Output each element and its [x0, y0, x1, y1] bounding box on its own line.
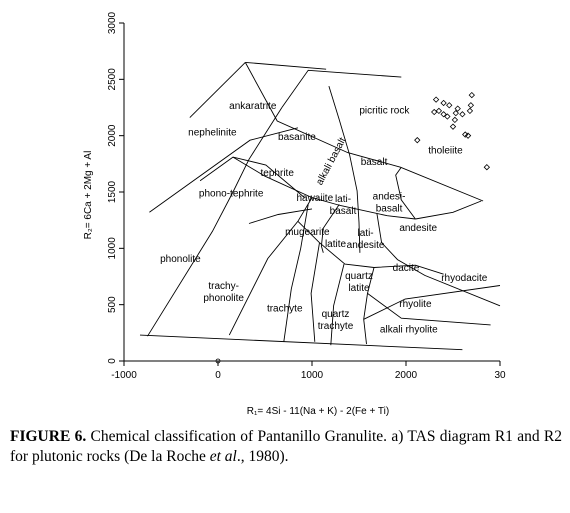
- field-label-alkali-basalt: alkali basalt: [314, 135, 349, 188]
- x-tick-label: 1000: [300, 370, 324, 381]
- field-label-mugearite: mugearite: [285, 226, 330, 238]
- field-label-lati-basalt: lati-basalt: [329, 194, 357, 218]
- field-label-alkali-rhyolite: alkali rhyolite: [379, 324, 438, 336]
- data-point: [469, 93, 474, 98]
- data-point: [484, 165, 489, 170]
- field-label-basalt: basalt: [360, 156, 388, 168]
- caption-etal: et al: [209, 448, 237, 465]
- field-label-rhyolite: rhyolite: [399, 298, 432, 310]
- data-point: [467, 108, 472, 113]
- field-boundary: [284, 204, 308, 341]
- field-label-quartz-latite: quartz latite: [345, 270, 373, 294]
- field-label-dacite: dacite: [392, 262, 420, 274]
- data-point: [450, 124, 455, 129]
- field-label-andesi-basalt: andesi-basalt: [372, 191, 406, 215]
- field-label-picritic-rock: picritic rock: [359, 105, 410, 117]
- y-tick-label: 2500: [107, 68, 118, 91]
- y-tick-label: 500: [107, 296, 118, 314]
- field-boundary: [415, 201, 481, 219]
- x-tick-label: 2000: [394, 370, 418, 381]
- data-point: [432, 109, 437, 114]
- field-boundary: [245, 62, 326, 69]
- y-tick-label: 1500: [107, 180, 118, 204]
- field-label-tephrite: tephrite: [260, 168, 294, 180]
- y-tick-label: 0: [107, 358, 118, 364]
- caption-text: Chemical classification of Pantanillo Granulite. a) TAS diagram R1 and R2 for plutonic rocks (De la Roche: [10, 428, 562, 465]
- data-point: [436, 108, 441, 113]
- field-label-nephelinite: nephelinite: [188, 127, 237, 139]
- y-axis-label: R₂= 6Ca + 2Mg + Al: [83, 150, 94, 240]
- field-label-phono-tephrite: phono-tephrite: [198, 188, 264, 200]
- field-boundaries: [140, 62, 500, 349]
- x-tick-label: 0: [215, 370, 221, 381]
- field-labels: [160, 101, 488, 335]
- field-boundary: [229, 198, 312, 336]
- field-label-tholeiite: tholeiite: [428, 145, 463, 157]
- data-point: [433, 97, 438, 102]
- field-label-trachy-phonolite: trachy-phonolite: [203, 280, 244, 304]
- field-label-phonolite: phonolite: [160, 253, 201, 265]
- field-label-lati-andesite: lati-andesite: [346, 227, 385, 251]
- data-point: [415, 138, 420, 143]
- field-label-quartz-trachyte: quartz trachyte: [317, 309, 354, 333]
- field-label-basanite: basanite: [278, 132, 316, 144]
- figure-caption: [10, 427, 562, 467]
- field-label-hawaiite: hawaiite: [296, 193, 334, 205]
- field-label-andesite: andesite: [399, 222, 438, 234]
- field-label-trachyte: trachyte: [266, 303, 303, 315]
- data-point: [460, 112, 465, 117]
- data-point: [452, 117, 457, 122]
- field-boundary: [249, 209, 312, 224]
- x-tick-label: 30: [494, 370, 506, 381]
- field-label-rhyodacite: rhyodacite: [441, 273, 488, 285]
- x-axis-label: R₁= 4Si - 11(Na + K) - 2(Fe + Ti): [246, 406, 390, 417]
- data-point: [447, 103, 452, 108]
- caption-figure-label: FIGURE 6.: [10, 428, 87, 445]
- field-boundary: [329, 86, 360, 253]
- data-point: [468, 103, 473, 108]
- data-point: [441, 100, 446, 105]
- field-boundary: [282, 70, 401, 107]
- field-label-latite: latite: [324, 239, 347, 251]
- y-tick-label: 2000: [107, 124, 118, 147]
- field-boundary: [140, 335, 462, 350]
- caption-tail: ., 1980).: [236, 448, 289, 465]
- y-tick-label: 1000: [107, 237, 118, 260]
- field-boundary: [377, 213, 500, 305]
- field-label-ankaratrite: ankaratrite: [229, 101, 277, 113]
- x-tick-label: -1000: [111, 370, 137, 381]
- y-tick-label: 3000: [107, 11, 118, 35]
- field-boundary: [331, 264, 344, 345]
- field-boundary: [364, 286, 500, 320]
